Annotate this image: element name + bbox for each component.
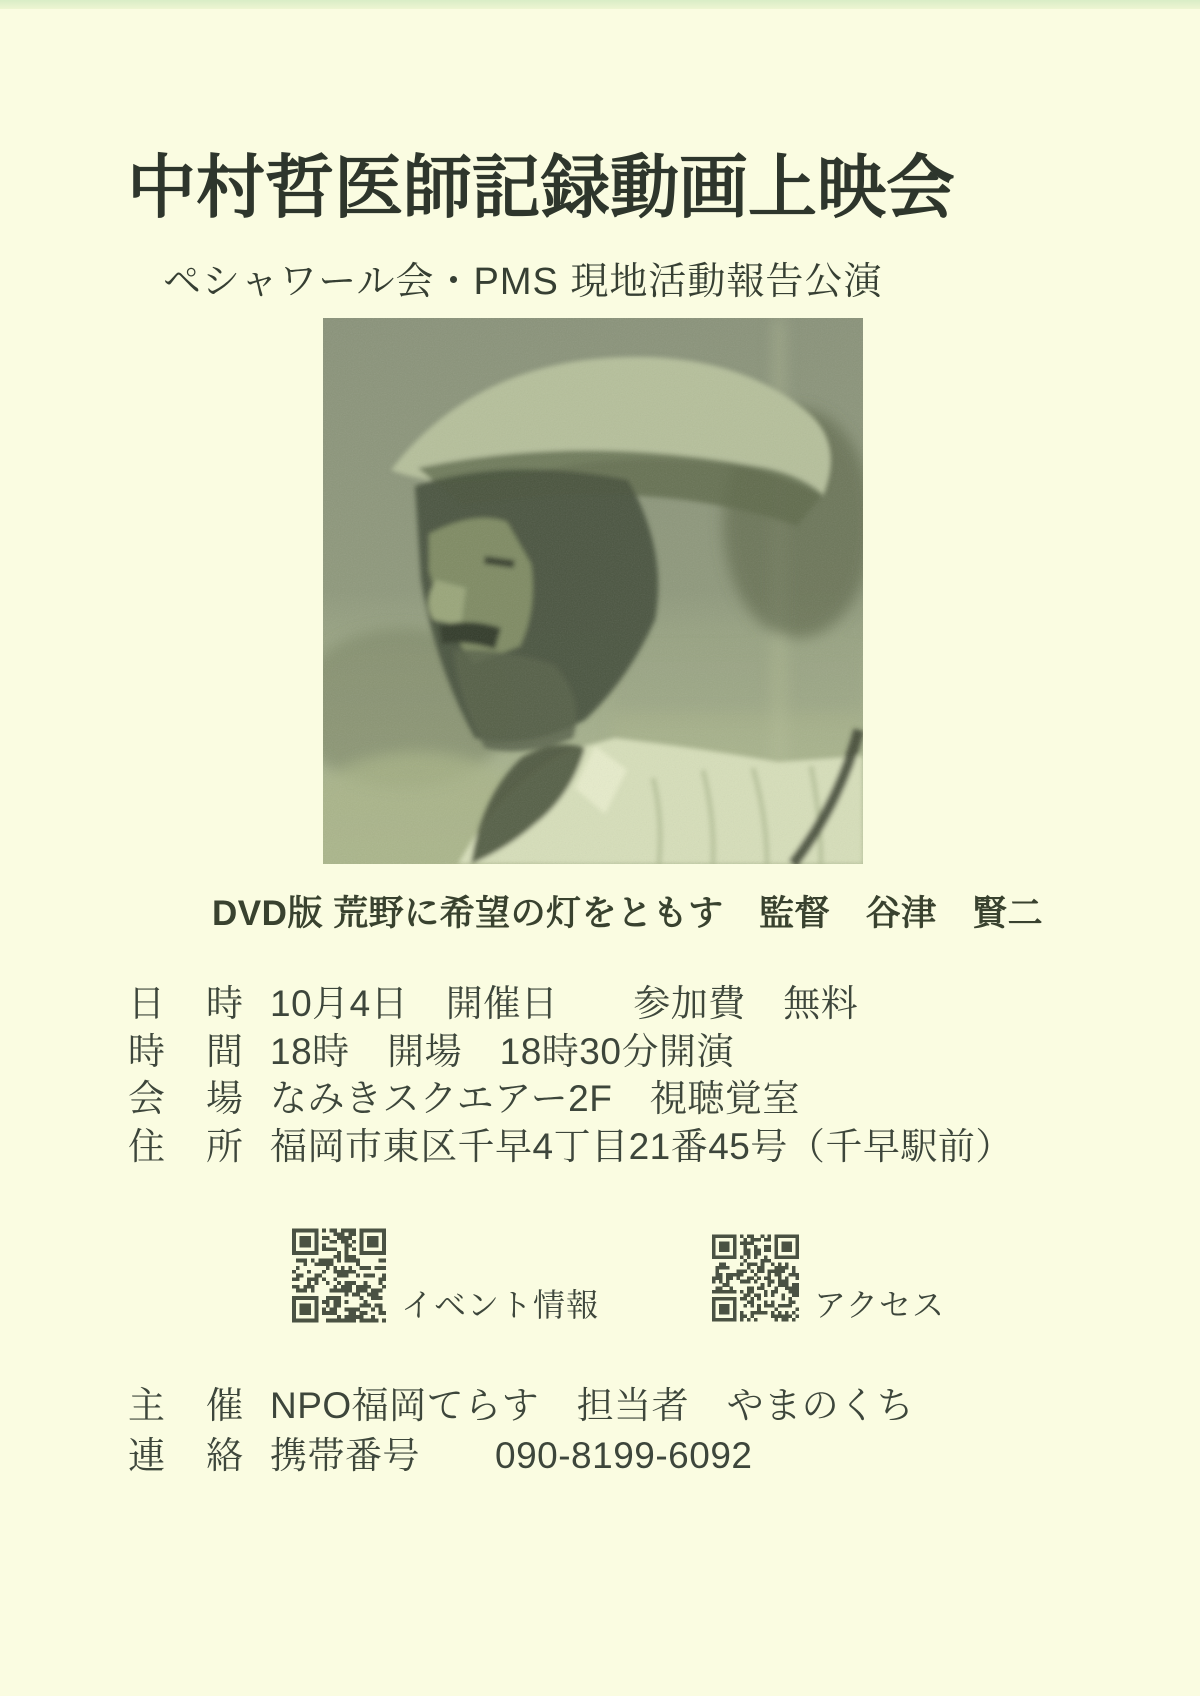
detail-value-date: 10月4日 開催日 参加費 無料 — [270, 983, 859, 1024]
portrait-photo — [323, 318, 863, 864]
qr-code-access-icon — [712, 1233, 799, 1323]
detail-label-date: 日 時 — [128, 983, 245, 1024]
detail-value-time: 18時 開場 18時30分開演 — [270, 1031, 734, 1072]
qr-group-access — [712, 1233, 945, 1323]
footer-value-organizer: NPO福岡てらす 担当者 やまのくち — [270, 1385, 915, 1426]
detail-value-address: 福岡市東区千早4丁目21番45号（千早駅前） — [270, 1126, 1013, 1167]
subtitle: ペシャワール会・PMS 現地活動報告公演 — [163, 261, 883, 303]
scan-edge-artifact — [0, 0, 1200, 9]
detail-row-venue — [128, 1079, 800, 1120]
portrait-photo-illustration — [323, 318, 863, 864]
qr-label-event-info: イベント情報 — [401, 1287, 600, 1323]
photo-caption: DVD版 荒野に希望の灯をともす 監督 谷津 賢二 — [212, 894, 1044, 933]
detail-value-venue: なみきスクエアー2F 視聴覚室 — [270, 1078, 800, 1119]
detail-row-date — [128, 984, 858, 1025]
page-title: 中村哲医師記録動画上映会 — [127, 149, 955, 226]
qr-code-event-info-icon — [292, 1228, 386, 1323]
footer-label-organizer: 主 催 — [128, 1385, 245, 1426]
footer-value-contact: 携帯番号 090-8199-6092 — [270, 1435, 753, 1476]
footer-label-contact: 連 絡 — [128, 1435, 245, 1476]
detail-row-address — [128, 1127, 1013, 1168]
footer-row-organizer — [128, 1386, 914, 1427]
detail-row-time — [128, 1032, 734, 1073]
detail-label-address: 住 所 — [128, 1126, 245, 1167]
qr-group-event-info — [292, 1228, 599, 1323]
footer-row-contact — [128, 1436, 753, 1477]
detail-label-time: 時 間 — [128, 1031, 245, 1072]
detail-label-venue: 会 場 — [128, 1078, 245, 1119]
qr-label-access: アクセス — [814, 1287, 946, 1323]
